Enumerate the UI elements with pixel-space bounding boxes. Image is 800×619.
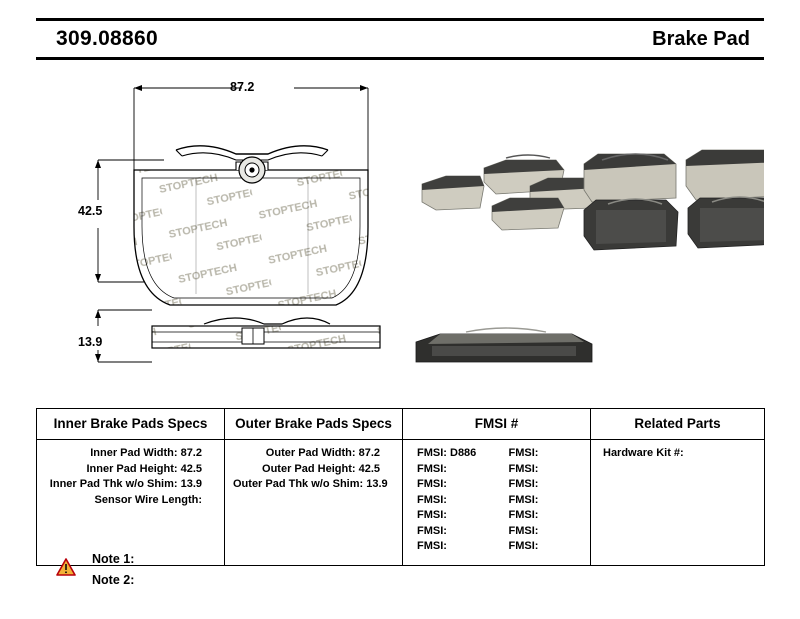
technical-drawing [36,62,764,392]
sheet-header [36,18,764,60]
header-fmsi: FMSI # [403,409,591,440]
fmsi-line: FMSI: [508,540,539,552]
header-inner-specs: Inner Brake Pads Specs [37,409,225,440]
fmsi-line: FMSI: [417,540,447,552]
note-2-label: Note 2: [92,572,135,587]
header-outer-specs: Outer Brake Pads Specs [225,409,403,440]
cell-outer-specs [225,440,403,566]
pad-front-view [134,146,368,305]
fmsi-column-left [411,446,491,555]
note-row [36,569,436,590]
thickness-dimension-line [95,310,152,362]
table-header-row [37,409,765,440]
cell-fmsi [403,440,591,566]
note-1-label: Note 1: [92,551,135,566]
fmsi-line: FMSI: [508,493,539,506]
pad-photo-group-right [584,150,764,250]
part-number: 309.08860 [56,27,158,50]
fmsi-line: FMSI: [508,447,539,459]
fmsi-line: FMSI: [417,524,447,537]
fmsi-line: FMSI: [508,524,539,537]
header-related-parts: Related Parts [591,409,765,440]
dimension-width-label: 87.2 [230,80,255,94]
page-title: Brake Pad [652,27,750,50]
pad-photo-edge [416,328,592,362]
drawing-area [36,62,764,392]
dimension-thickness-label: 13.9 [78,335,103,349]
pad-side-view [152,318,380,348]
dimension-height-label: 42.5 [78,204,103,218]
outer-spec-line: Outer Pad Width: 87.2 [265,447,380,459]
cell-inner-specs [37,440,225,566]
inner-spec-line: Sensor Wire Length: [94,493,202,506]
outer-spec-line: Outer Pad Thk w/o Shim: 13.9 [233,478,388,490]
pad-photo-group-left [422,155,598,230]
warning-icon [56,558,76,576]
inner-spec-line: Inner Pad Width: 87.2 [90,447,202,459]
note-row [36,548,436,569]
inner-spec-line: Inner Pad Height: 42.5 [86,462,202,475]
fmsi-line: FMSI: [508,462,539,475]
fmsi-line: FMSI: [417,493,447,506]
fmsi-line: FMSI: [508,478,539,490]
fmsi-line: FMSI: D886 [417,447,477,459]
fmsi-line: FMSI: [417,462,447,475]
table-body-row [37,440,765,566]
fmsi-line: FMSI: [417,478,447,490]
fmsi-column-right [491,446,583,555]
cell-related-parts [591,440,765,566]
specs-table [36,408,765,566]
inner-spec-line: Inner Pad Thk w/o Shim: 13.9 [49,478,202,490]
notes-section [36,548,436,590]
outer-spec-line: Outer Pad Height: 42.5 [262,462,380,475]
fmsi-line: FMSI: [417,509,447,521]
related-part-line: Hardware Kit #: [603,447,684,459]
fmsi-line: FMSI: [508,509,539,521]
